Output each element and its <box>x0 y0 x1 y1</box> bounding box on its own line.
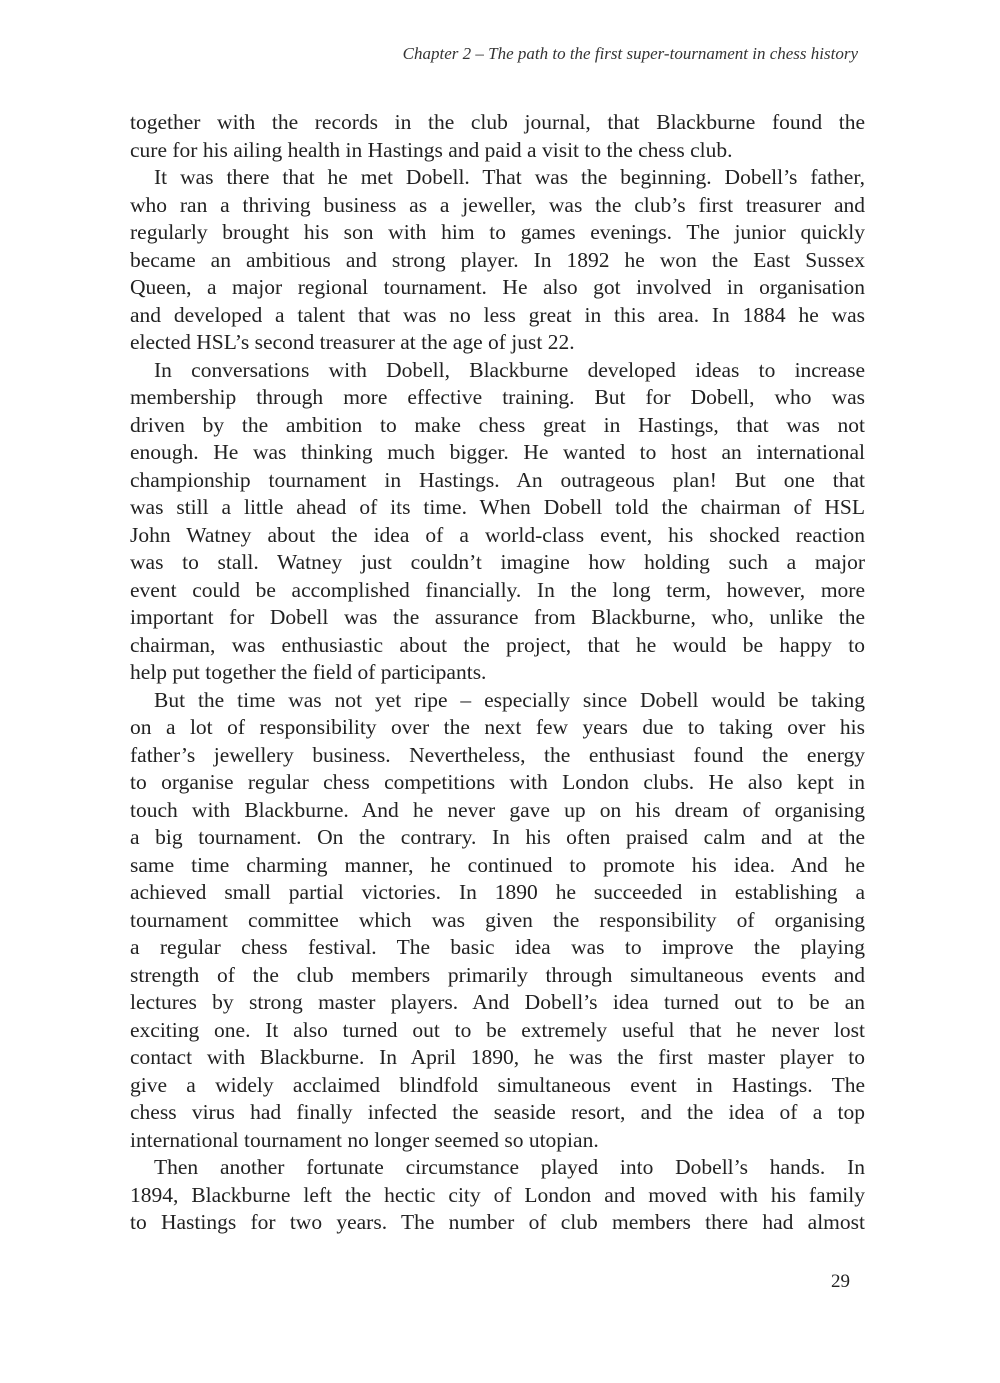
text-line: elected HSL’s second treasurer at the age of just 22. <box>130 330 575 354</box>
text-line: to Hastings for two years. The number of club members there had almost <box>130 1210 865 1234</box>
text-line: father’s jewellery business. Nevertheless, the enthusiast found the energy <box>130 742 865 767</box>
text-line: international tournament no longer seemed so utopian. <box>130 1127 599 1152</box>
text-line: lectures by strong master players. And Dobell’s idea turned out to be an <box>130 990 865 1014</box>
text-line: contact with Blackburne. In April 1890, he was the first master player to <box>130 1045 865 1069</box>
text-line: and developed a talent that was no less great in this area. In 1884 he was <box>130 302 865 327</box>
text-line: cure for his ailing health in Hastings and paid a visit to the chess club. <box>130 137 733 162</box>
text-line: But the time was not yet ripe – especially since Dobell would be taking <box>154 687 865 712</box>
text-line: 1894, Blackburne left the hectic city of London and moved with his family <box>130 1182 865 1207</box>
text-line: John Watney about the idea of a world-class event, his shocked reaction <box>130 522 865 547</box>
text-line: was still a little ahead of its time. When Dobell told the chairman of HSL <box>130 495 865 519</box>
page-number: 29 <box>831 1271 850 1292</box>
text-line: enough. He was thinking much bigger. He wanted to host an international <box>130 440 865 464</box>
text-line: to organise regular chess competitions with London clubs. He also kept in <box>130 770 865 794</box>
text-line: It was there that he met Dobell. That was the beginning. Dobell’s father, <box>154 165 865 189</box>
text-line: touch with Blackburne. And he never gave up on his dream of organising <box>130 797 865 822</box>
text-line: tournament committee which was given the responsibility of organising <box>130 907 865 932</box>
text-line: achieved small partial victories. In 1890 he succeeded in establishing a <box>130 880 865 904</box>
text-line: important for Dobell was the assurance from Blackburne, who, unlike the <box>130 605 865 629</box>
text-line: In conversations with Dobell, Blackburne developed ideas to increase <box>154 357 865 382</box>
body-text <box>130 109 865 1237</box>
text-line: strength of the club members primarily through simultaneous events and <box>130 962 865 987</box>
text-line: regularly brought his son with him to games evenings. The junior quickly <box>130 220 865 244</box>
text-line: driven by the ambition to make chess great in Hastings, that was not <box>130 412 865 437</box>
text-line: chairman, was enthusiastic about the project, that he would be happy to <box>130 632 865 657</box>
text-line: exciting one. It also turned out to be extremely useful that he never lost <box>130 1017 865 1042</box>
text-line: who ran a thriving business as a jeweller, was the club’s first treasurer and <box>130 192 865 217</box>
text-line: same time charming manner, he continued to promote his idea. And he <box>130 852 865 877</box>
text-line: a regular chess festival. The basic idea was to improve the playing <box>130 935 865 959</box>
text-line: chess virus had finally infected the seaside resort, and the idea of a top <box>130 1100 865 1124</box>
text-line: help put together the field of participants. <box>130 660 487 684</box>
text-line: on a lot of responsibility over the next few years due to taking over his <box>130 715 865 739</box>
running-head: Chapter 2 – The path to the first super-tournament in chess history <box>402 44 858 63</box>
text-line: was to stall. Watney just couldn’t imagine how holding such a major <box>130 550 865 574</box>
text-line: a big tournament. On the contrary. In his often praised calm and at the <box>130 825 865 849</box>
text-line: championship tournament in Hastings. An outrageous plan! But one that <box>130 467 865 492</box>
text-line: event could be accomplished financially. In the long term, however, more <box>130 577 865 602</box>
text-line: Queen, a major regional tournament. He also got involved in organisation <box>130 275 865 299</box>
text-line: membership through more effective training. But for Dobell, who was <box>130 385 865 409</box>
text-line: became an ambitious and strong player. In 1892 he won the East Sussex <box>130 247 865 272</box>
text-line: together with the records in the club journal, that Blackburne found the <box>130 110 865 134</box>
text-line: give a widely acclaimed blindfold simultaneous event in Hastings. The <box>130 1072 865 1097</box>
text-line: Then another fortunate circumstance played into Dobell’s hands. In <box>154 1155 865 1179</box>
